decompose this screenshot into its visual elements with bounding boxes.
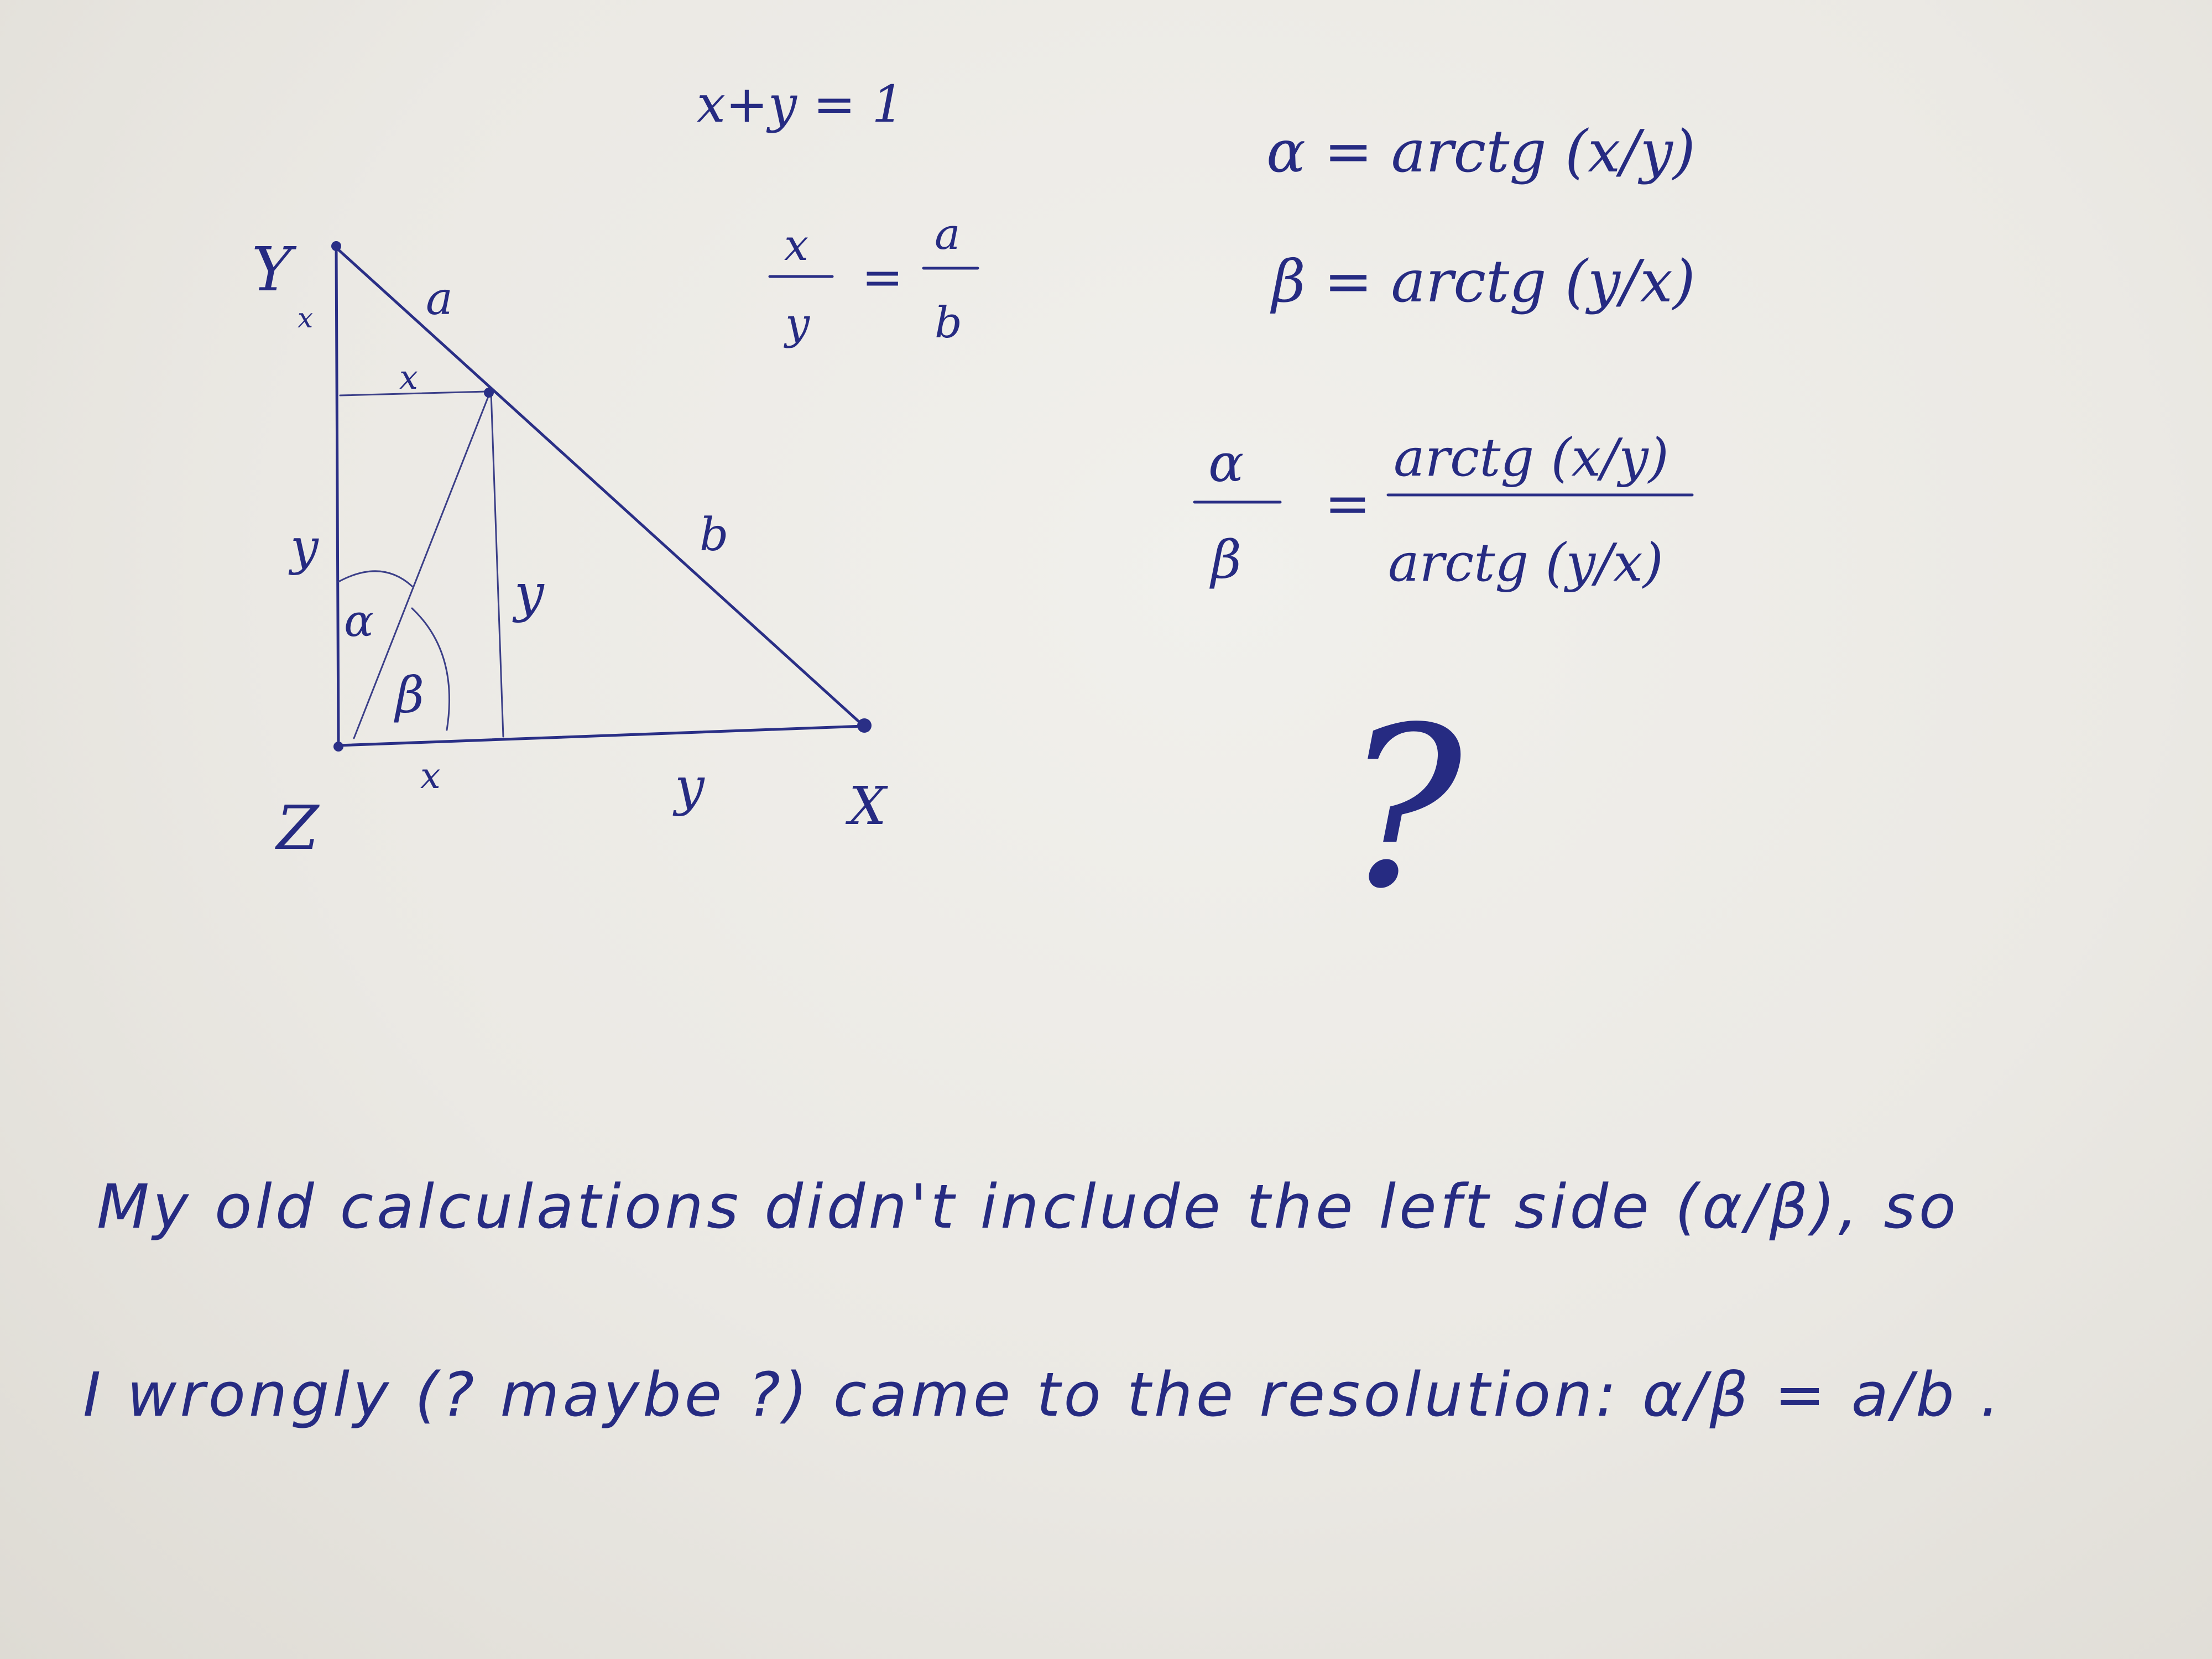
handwritten-note xyxy=(83,1171,2003,1430)
angle-ratio-equals: = xyxy=(1324,471,1371,536)
label-hyp-a: a xyxy=(426,273,453,325)
alpha-definition: α = arctg (x/y) xyxy=(1266,118,1695,185)
beta-definition: β = arctg (y/x) xyxy=(1272,248,1695,315)
label-bottom-y: y xyxy=(675,757,705,817)
label-top-left-x: x xyxy=(298,302,314,334)
label-bottom-x: x xyxy=(420,755,441,797)
point-on-hypotenuse-dot xyxy=(484,388,494,398)
ratio-equals: = xyxy=(862,248,904,306)
ratio-rhs-numerator: a xyxy=(935,210,961,259)
note-line-1: My old calculations didn't include the left side (α/β), so xyxy=(97,1171,1960,1242)
vertex-y-dot xyxy=(331,241,341,251)
sum-equation xyxy=(697,75,904,134)
label-top-inner-x: x xyxy=(399,358,418,397)
angle-ratio-lhs-denominator: β xyxy=(1211,530,1241,591)
angle-ratio-equation xyxy=(1194,427,1692,593)
vertex-label-y: Y xyxy=(252,234,292,305)
bottom-side-line xyxy=(338,726,864,745)
angle-definitions xyxy=(1266,118,1695,315)
vertex-x-dot xyxy=(857,718,872,733)
label-left-y: y xyxy=(290,518,319,576)
label-inner-y: y xyxy=(514,563,544,624)
left-side-line xyxy=(336,248,338,741)
angle-label-beta: β xyxy=(395,666,425,724)
label-hyp-b: b xyxy=(700,509,729,561)
note-line-2: I wrongly (? maybe ?) came to the resolution: α/β = a/b . xyxy=(83,1359,2003,1430)
sum-equation-text: x+y = 1 xyxy=(697,75,905,134)
angle-ratio-rhs-numerator: arctg (x/y) xyxy=(1394,427,1669,488)
ratio-equation xyxy=(770,210,978,349)
angle-ratio-lhs-numerator: α xyxy=(1208,433,1244,494)
ratio-lhs-denominator: y xyxy=(785,299,810,349)
alpha-arc xyxy=(338,571,412,586)
vertex-label-x: X xyxy=(849,776,886,837)
vertical-projection-line xyxy=(491,393,503,737)
ratio-lhs-numerator: x xyxy=(784,221,808,270)
big-question-mark: ? xyxy=(1344,680,1463,937)
angle-ratio-rhs-denominator: arctg (y/x) xyxy=(1388,533,1663,593)
ratio-rhs-denominator: b xyxy=(935,298,962,348)
hypotenuse-line xyxy=(336,248,864,726)
vertex-label-z: Z xyxy=(276,792,319,863)
angle-label-alpha: α xyxy=(344,595,374,646)
vertex-z-dot xyxy=(333,742,343,752)
